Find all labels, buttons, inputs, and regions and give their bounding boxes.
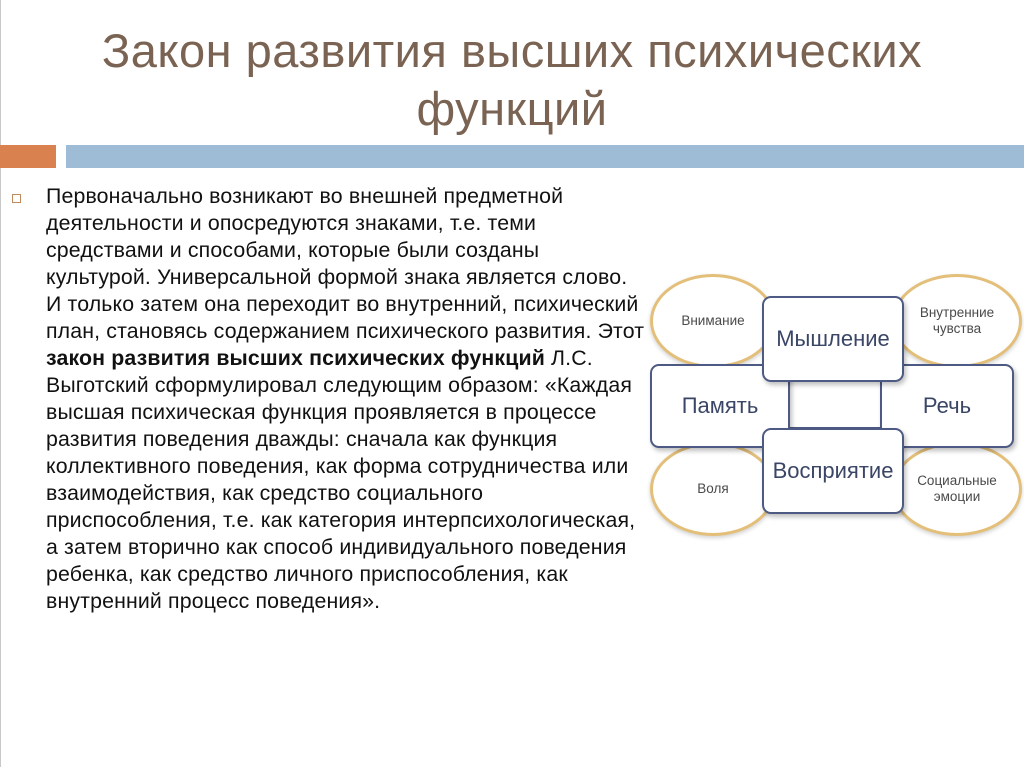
body-bold-term: закон развития высших психических функций [46, 346, 545, 370]
oval-attention-label: Внимание [681, 313, 745, 328]
oval-social-emotions-label: Социальные эмоции [917, 473, 997, 504]
box-perception-label: Восприятие [772, 458, 894, 483]
oval-attention [650, 274, 776, 368]
accent-bar-blue [66, 145, 1024, 168]
box-speech-label: Речь [922, 393, 972, 418]
bullet-square-icon [12, 194, 21, 203]
accent-bar-orange [0, 145, 56, 168]
body-rest: Л.С. Выготский сформулировал следующим образом: «Каждая высшая психическая функция проявляется в процессе развития поведения дважды: сначала как функция коллективного поведения, как форма сотрудничества или взаимодействия, как средство социального приспособления, т.е. как категория интерпсихологическая, а затем вторично как способ индивидуального поведения ребенка, как средство личного приспособления, как внутренний процесс поведения». [46, 346, 636, 613]
box-memory-label: Память [681, 393, 759, 418]
box-thinking [762, 296, 904, 382]
box-perception [762, 428, 904, 514]
body-intro: Первоначально возникают во внешней предметной деятельности и опосредуются знаками, т.е. теми средствами и способами, которые были созданы культурой. Универсальной формой знака является слово. И только затем она переходит во внутренний, психический план, становясь содержанием психического развития. Этот [46, 184, 645, 343]
oval-social-emotions [892, 442, 1022, 536]
slide-title: Закон развития высших психических функций [101, 24, 923, 135]
slide-body-text [46, 183, 646, 615]
oval-will-label: Воля [697, 481, 729, 496]
oval-inner-feelings-label: Внутренние чувства [919, 305, 995, 336]
box-thinking-label: Мышление [776, 326, 890, 351]
functions-diagram [640, 262, 1024, 542]
oval-will [650, 442, 776, 536]
oval-inner-feelings [892, 274, 1022, 368]
